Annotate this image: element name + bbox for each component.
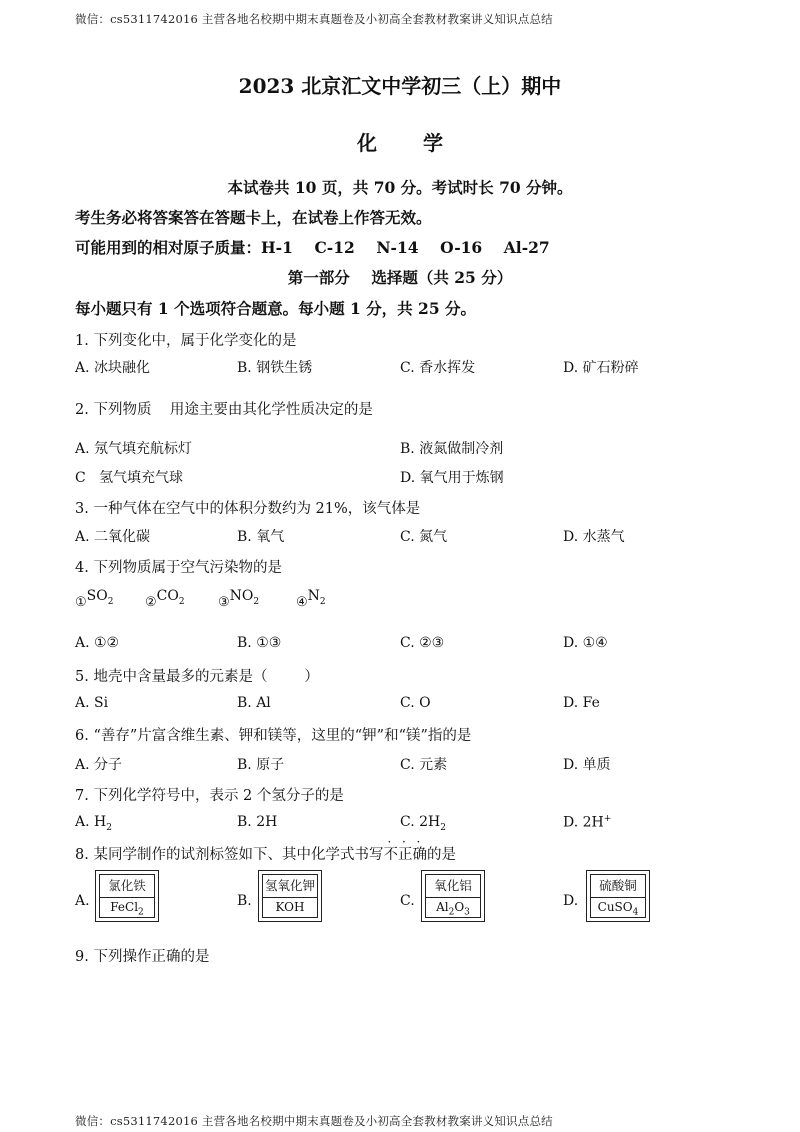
subject-title: 化学 [357,131,489,155]
q3-option-b: B. 氧气 [237,529,285,545]
reagent-name: 硫酸铜 [591,875,645,898]
reagent-formula: KOH [275,900,305,914]
q2-stem: 2. 下列物质 用途主要由其化学性质决定的是 [75,402,373,418]
q4-option-d: D. ①④ [563,635,608,651]
q8-label-c-letter: C. [400,893,415,909]
q3-option-a: A. 二氧化碳 [75,529,151,545]
q4-option-a: A. ①② [75,635,120,651]
q4-stem: 4. 下列物质属于空气污染物的是 [75,560,282,576]
q1-option-b: B. 钢铁生锈 [237,360,313,376]
reagent-formula: $Al_2O_3$ [436,900,470,918]
q1-option-d: D. 矿石粉碎 [563,360,639,376]
reagent-formula: FeCl$_2$ [110,900,144,918]
q5-option-a: A. Si [75,695,109,711]
q7-option-b: B. 2H [237,814,278,830]
intro-line-1: 本试卷共 10 页，共 70 分。考试时长 70 分钟。 [227,178,573,197]
reagent-name: 氯化铁 [100,875,154,898]
q9-stem: 9. 下列操作正确的是 [75,949,210,965]
q8-label-d-letter: D. [563,893,579,909]
part1-instruction: 每小题只有 1 个选项符合题意。每小题 1 分，共 25 分。 [75,299,477,318]
q4-option-c: C. ②③ [400,635,445,651]
intro-atomic-masses: 可能用到的相对原子质量：H-1 C-12 N-14 O-16 Al-27 [75,238,550,257]
q8-reagent-label-d [586,870,650,922]
q7-option-d: D. 2H+ [563,814,612,831]
q3-option-c: C. 氮气 [400,529,448,545]
q3-option-d: D. 水蒸气 [563,529,625,545]
q1-option-a: A. 冰块融化 [75,360,151,376]
emphasis-dot: 不 [383,847,398,863]
q7-option-a: A. $H_2$ [75,814,112,833]
q6-stem: 6. “善存”片富含维生素、钾和镁等，这里的“钾”和“镁”指的是 [75,728,472,744]
q6-option-a: A. 分子 [75,757,123,773]
q8-label-a-letter: A. [75,893,90,909]
q1-option-c: C. 香水挥发 [400,360,476,376]
q2-option-b: B. 液氮做制冷剂 [400,441,504,457]
q5-stem: 5. 地壳中含量最多的元素是（ ） [75,669,319,685]
exam-title: 2023 北京汇文中学初三（上）期中 [238,74,562,98]
q8-reagent-label-b [258,870,322,922]
q8-label-b-letter: B. [237,893,252,909]
q8-stem: 8. 某同学制作的试剂标签如下、其中化学式书写不正确的是 [75,847,456,863]
q2-option-d: D. 氧气用于炼钢 [400,470,504,486]
q4-item-2: $②CO_2$ [145,588,185,610]
q2-option-c: C 氢气填充气球 [75,470,184,486]
q3-stem: 3. 一种气体在空气中的体积分数约为 21%，该气体是 [75,501,421,517]
q4-item-4: $④N_2$ [296,588,326,610]
q8-reagent-label-c [421,870,485,922]
q5-option-d: D. Fe [563,695,600,711]
reagent-name: 氧化铝 [426,875,480,898]
q7-stem: 7. 下列化学符号中，表示 2 个氢分子的是 [75,788,344,804]
watermark-bottom: 微信：cs5311742016 主营各地名校期中期末真题卷及小初高全套教材教案讲义知识点总结 [75,1114,553,1128]
q6-option-c: C. 元素 [400,757,448,773]
q4-item-1: $①SO_2$ [75,588,114,610]
emphasis-dot: 确 [412,847,427,863]
q7-option-c: C. $2H_2$ [400,814,446,833]
q6-option-d: D. 单质 [563,757,611,773]
part1-heading: 第一部分 选择题（共 25 分） [287,268,513,287]
watermark-top: 微信：cs5311742016 主营各地名校期中期末真题卷及小初高全套教材教案讲义知识点总结 [75,12,553,26]
q5-option-c: C. O [400,695,431,711]
q2-option-a: A. 氖气填充航标灯 [75,441,193,457]
reagent-formula: CuSO$_4$ [597,900,639,918]
q8-reagent-label-a [95,870,159,922]
intro-line-2: 考生务必将答案答在答题卡上，在试卷上作答无效。 [75,208,432,227]
reagent-name: 氢氧化钾 [263,875,317,898]
q4-item-3: $③NO_2$ [218,588,260,610]
q1-stem: 1. 下列变化中，属于化学变化的是 [75,333,297,349]
q6-option-b: B. 原子 [237,757,285,773]
emphasis-dot: 正 [397,847,413,863]
q4-option-b: B. ①③ [237,635,282,651]
q5-option-b: B. Al [237,695,271,711]
